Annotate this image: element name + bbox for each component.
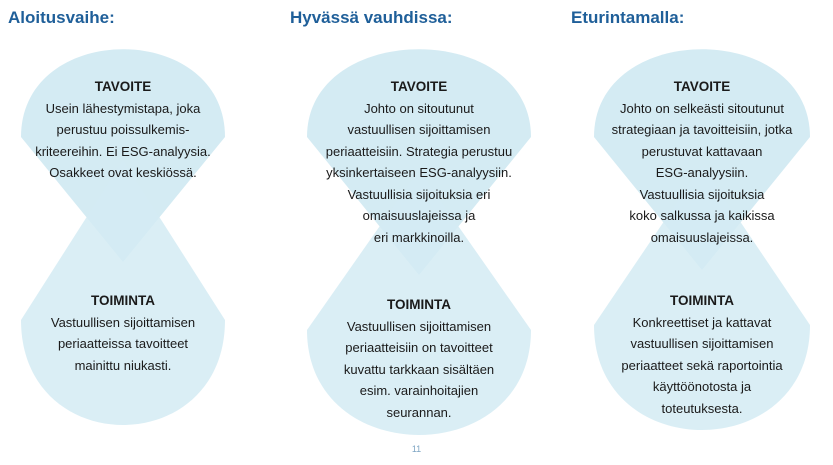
action-line: Vastuullisen sijoittamisen [346,318,492,334]
action-heading: TOIMINTA [387,297,451,312]
action-line: Vastuullisen sijoittamisen [50,314,196,330]
action-line: mainittu niukasti. [74,357,172,373]
action-line: kuvattu tarkkaan sisältäen [343,361,495,377]
goal-line: yksinkertaiseen ESG-analyysiin. [326,165,512,180]
action-block-forefront [592,290,812,419]
goal-line: eri markkinoilla. [373,229,465,245]
action-block-progress [309,294,529,423]
stage-title-progress: Hyvässä vauhdissa: [290,8,453,27]
goal-line: Osakkeet ovat keskiössä. [49,165,197,180]
action-line: Konkreettiset ja kattavat [632,314,772,330]
stage-title-start: Aloitusvaihe: [8,8,115,27]
goal-line: Johto on selkeästi sitoutunut [619,100,785,116]
goal-heading: TAVOITE [94,79,152,94]
action-line: esim. varainhoitajien [359,383,479,398]
action-line: käyttöönotosta ja [652,379,752,394]
action-line: periaatteisiin on tavoitteet [345,340,493,355]
goal-line: omaisuuslajeissa ja [362,208,476,223]
goal-line: koko salkussa ja kaikissa [629,208,775,223]
goal-line: kriteereihin. Ei ESG-analyysia. [35,143,211,159]
goal-block-progress [309,76,529,248]
action-line: vastuullisen sijoittamisen [630,336,774,351]
goal-line: ESG-analyysiin. [655,165,749,180]
action-heading: TOIMINTA [670,293,734,308]
goal-line: omaisuuslajeissa. [650,229,754,245]
goal-line: Vastuullisia sijoituksia eri [347,186,491,202]
action-line: seurannan. [386,404,452,420]
goal-line: vastuullisen sijoittamisen [347,122,491,137]
goal-line: perustuu poissulkemis- [56,122,190,137]
goal-line: Johto on sitoutunut [364,100,474,116]
goal-heading: TAVOITE [390,79,448,94]
action-block-start [23,290,223,376]
page-number: 11 [411,444,422,454]
goal-line: perustuvat kattavaan [641,143,763,159]
action-line: periaatteet sekä raportointia [621,357,783,373]
goal-line: periaatteisiin. Strategia perustuu [325,143,513,159]
action-line: toteutuksesta. [661,400,743,416]
action-line: periaatteissa tavoitteet [57,336,189,351]
goal-line: Vastuullisia sijoituksia [639,186,765,202]
goal-block-start [23,76,223,184]
action-heading: TOIMINTA [91,293,155,308]
goal-line: Usein lähestymistapa, joka [45,100,201,116]
goal-heading: TAVOITE [673,79,731,94]
stage-title-forefront: Eturintamalla: [571,8,685,27]
goal-block-forefront [592,76,812,248]
goal-line: strategiaan ja tavoitteisiin, jotka [611,122,793,137]
